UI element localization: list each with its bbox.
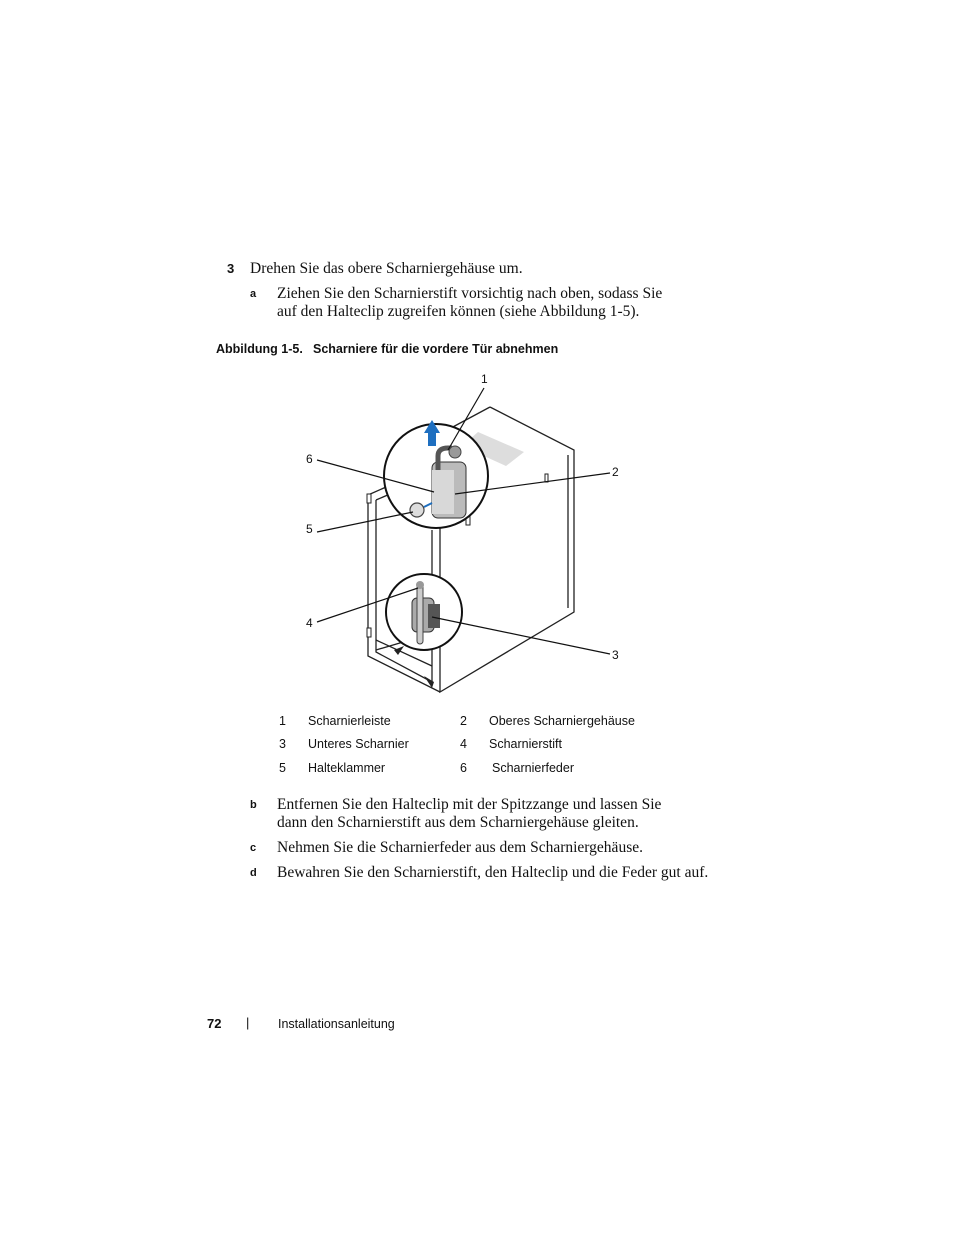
- substep-b-line2: dann den Scharnierstift aus dem Scharniergehäuse gleiten.: [277, 814, 639, 831]
- legend-number: 2: [460, 714, 467, 728]
- footer-separator: |: [246, 1015, 250, 1030]
- callout-2: 2: [612, 465, 619, 479]
- substep-c-text: Nehmen Sie die Scharnierfeder aus dem Scharniergehäuse.: [277, 839, 643, 856]
- substep-letter-d: d: [250, 867, 257, 879]
- legend-label: Oberes Scharniergehäuse: [489, 714, 635, 728]
- substep-letter-c: c: [250, 842, 257, 854]
- footer-title: Installationsanleitung: [278, 1017, 395, 1031]
- legend-label: Scharnierfeder: [492, 761, 574, 775]
- legend-number: 6: [460, 761, 467, 775]
- legend-label: Scharnierstift: [489, 737, 562, 751]
- substep-b-line1: Entfernen Sie den Halteclip mit der Spitzzange und lassen Sie: [277, 796, 662, 813]
- legend-number: 3: [279, 737, 286, 751]
- legend-number: 1: [279, 714, 286, 728]
- substep-a-line2: auf den Halteclip zugreifen können (siehe Abbildung 1-5).: [277, 303, 640, 320]
- substep-letter-a: a: [250, 288, 257, 300]
- hinge-removal-illustration: [290, 368, 640, 698]
- figure-title: Scharniere für die vordere Tür abnehmen: [313, 342, 559, 356]
- substep-d-text: Bewahren Sie den Scharnierstift, den Halteclip und die Feder gut auf.: [277, 864, 709, 881]
- legend-label: Halteklammer: [308, 761, 386, 775]
- callout-4: 4: [306, 616, 313, 630]
- callout-3: 3: [612, 648, 619, 662]
- retaining-clip: [410, 503, 424, 517]
- step-number: 3: [227, 261, 235, 276]
- figure-label: Abbildung 1-5.: [216, 342, 303, 356]
- legend-label: Scharnierleiste: [308, 714, 391, 728]
- substep-letter-b: b: [250, 799, 257, 811]
- legend-label: Unteres Scharnier: [308, 737, 409, 751]
- callout-6: 6: [306, 452, 313, 466]
- callout-1: 1: [481, 372, 488, 386]
- legend-number: 5: [279, 761, 286, 775]
- substep-a-line1: Ziehen Sie den Scharnierstift vorsichtig nach oben, sodass Sie: [277, 285, 663, 302]
- legend-number: 4: [460, 737, 467, 751]
- page-number: 72: [207, 1016, 222, 1031]
- step-text: Drehen Sie das obere Scharniergehäuse um.: [250, 260, 523, 277]
- callout-5: 5: [306, 522, 313, 536]
